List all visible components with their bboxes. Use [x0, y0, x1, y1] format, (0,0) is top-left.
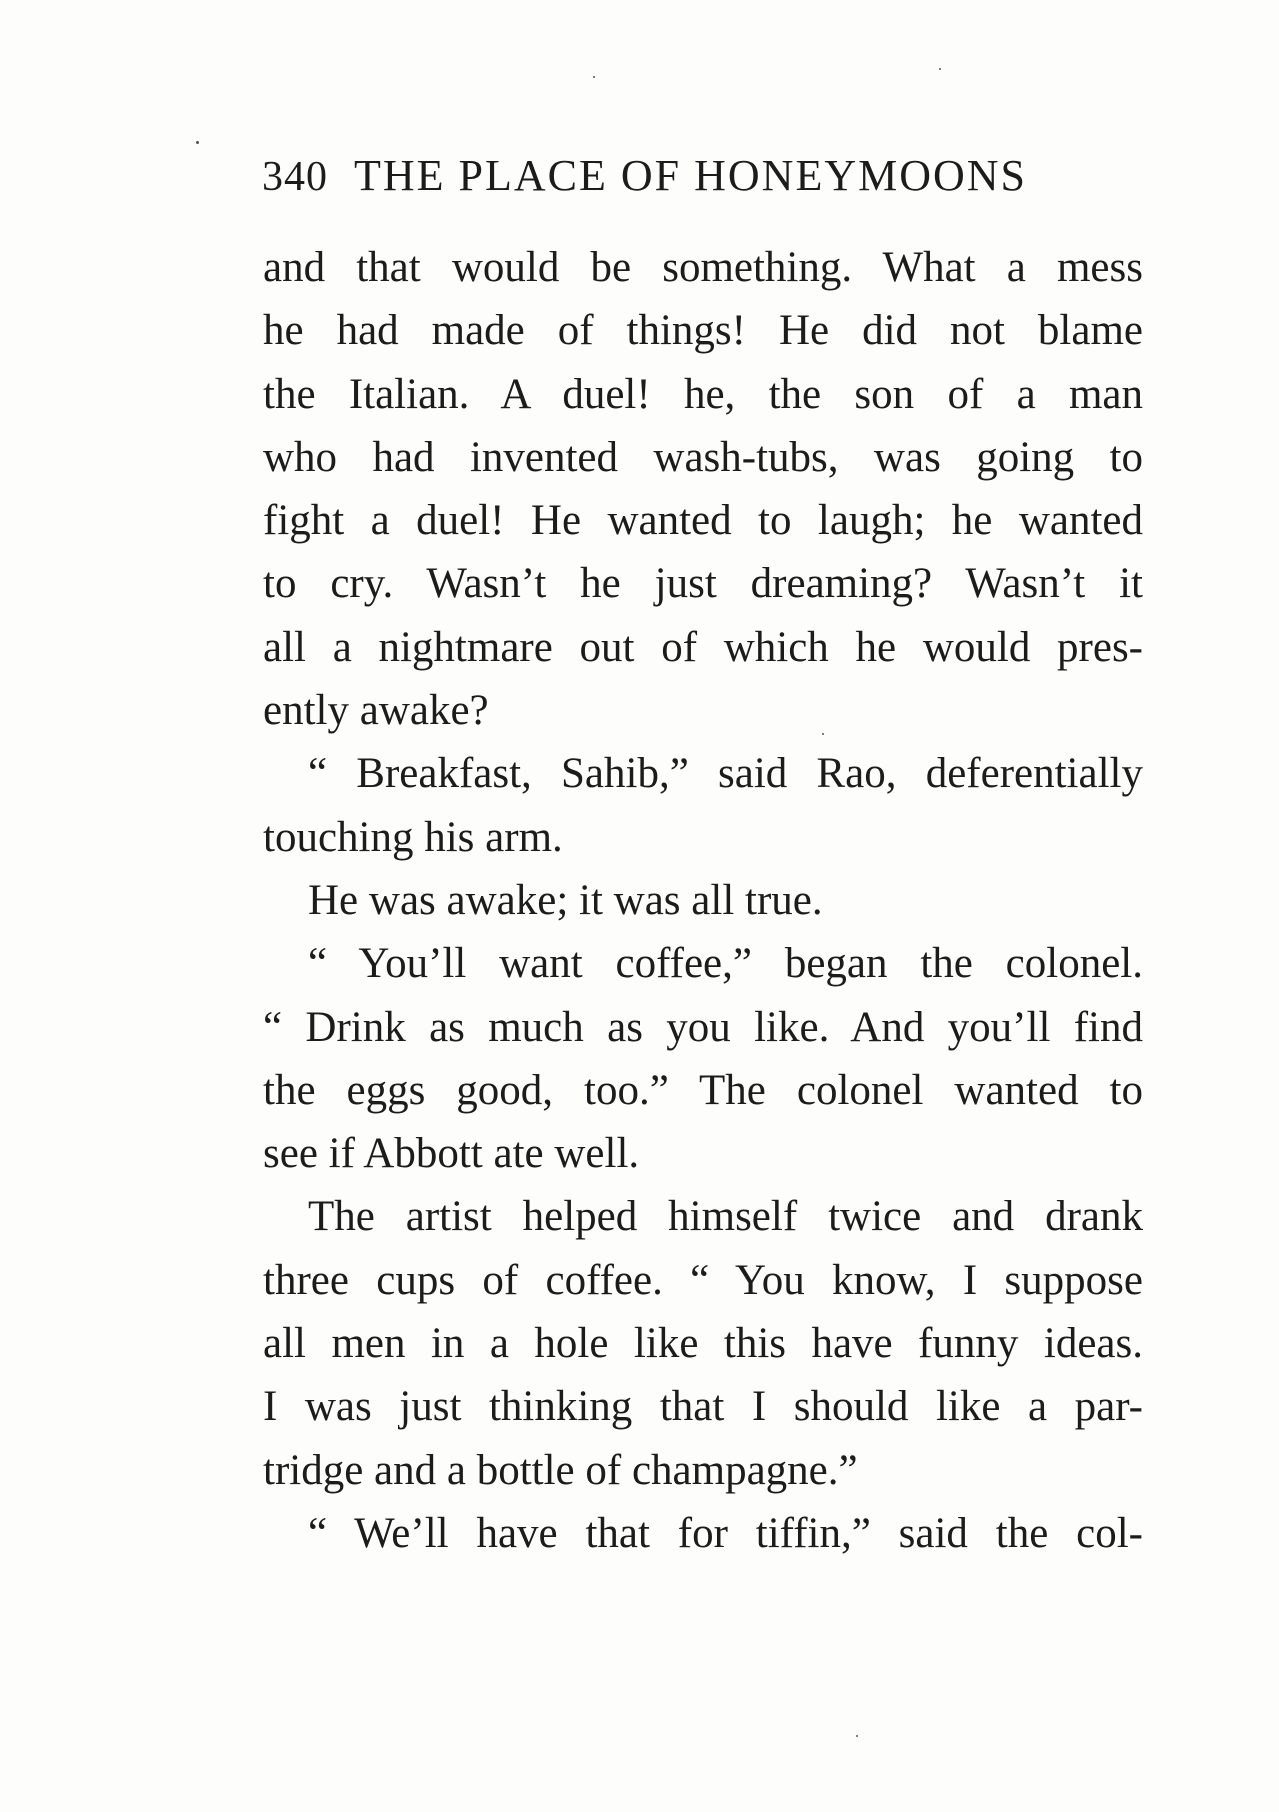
text-line: three cups of coffee. “ You know, I suppose	[263, 1256, 1143, 1304]
body-text	[263, 236, 1143, 1565]
text-line: the Italian. A duel! he, the son of a man	[263, 370, 1143, 418]
text-line: all men in a hole like this have funny ideas.	[263, 1320, 1143, 1368]
text-line: I was just thinking that I should like a par-	[263, 1383, 1143, 1431]
text-line: The artist helped himself twice and drank	[308, 1193, 1143, 1241]
text-line: who had invented wash-tubs, was going to	[263, 433, 1143, 481]
text-line: to cry. Wasn’t he just dreaming? Wasn’t it	[263, 560, 1143, 608]
running-title: THE PLACE OF HONEYMOONS	[354, 151, 1028, 200]
text-line: “ We’ll have that for tiffin,” said the col-	[308, 1509, 1143, 1557]
paper-speck	[593, 76, 595, 78]
text-line: he had made of things! He did not blame	[263, 307, 1143, 355]
text-line: “ You’ll want coffee,” began the colonel.	[308, 940, 1143, 988]
text-line: and that would be something. What a mess	[263, 244, 1143, 291]
text-line: tridge and a bottle of champagne.”	[263, 1446, 858, 1494]
paper-speck	[822, 733, 824, 735]
paper-speck	[196, 141, 199, 144]
text-line: fight a duel! He wanted to laugh; he wanted	[263, 497, 1143, 545]
page-header	[262, 146, 1142, 206]
text-line: see if Abbott ate well.	[263, 1130, 640, 1178]
text-line: all a nightmare out of which he would pres-	[263, 623, 1143, 671]
text-line: “ Drink as much as you like. And you’ll find	[263, 1003, 1143, 1051]
text-line: He was awake; it was all true.	[308, 876, 823, 924]
text-line: touching his arm.	[263, 813, 563, 861]
page-number: 340	[262, 154, 328, 200]
text-line: ently awake?	[263, 687, 489, 735]
paper-speck	[939, 68, 941, 70]
paper-speck	[856, 1735, 858, 1737]
text-line: “ Breakfast, Sahib,” said Rao, deferentially	[308, 750, 1143, 798]
text-line: the eggs good, too.” The colonel wanted to	[263, 1066, 1143, 1114]
